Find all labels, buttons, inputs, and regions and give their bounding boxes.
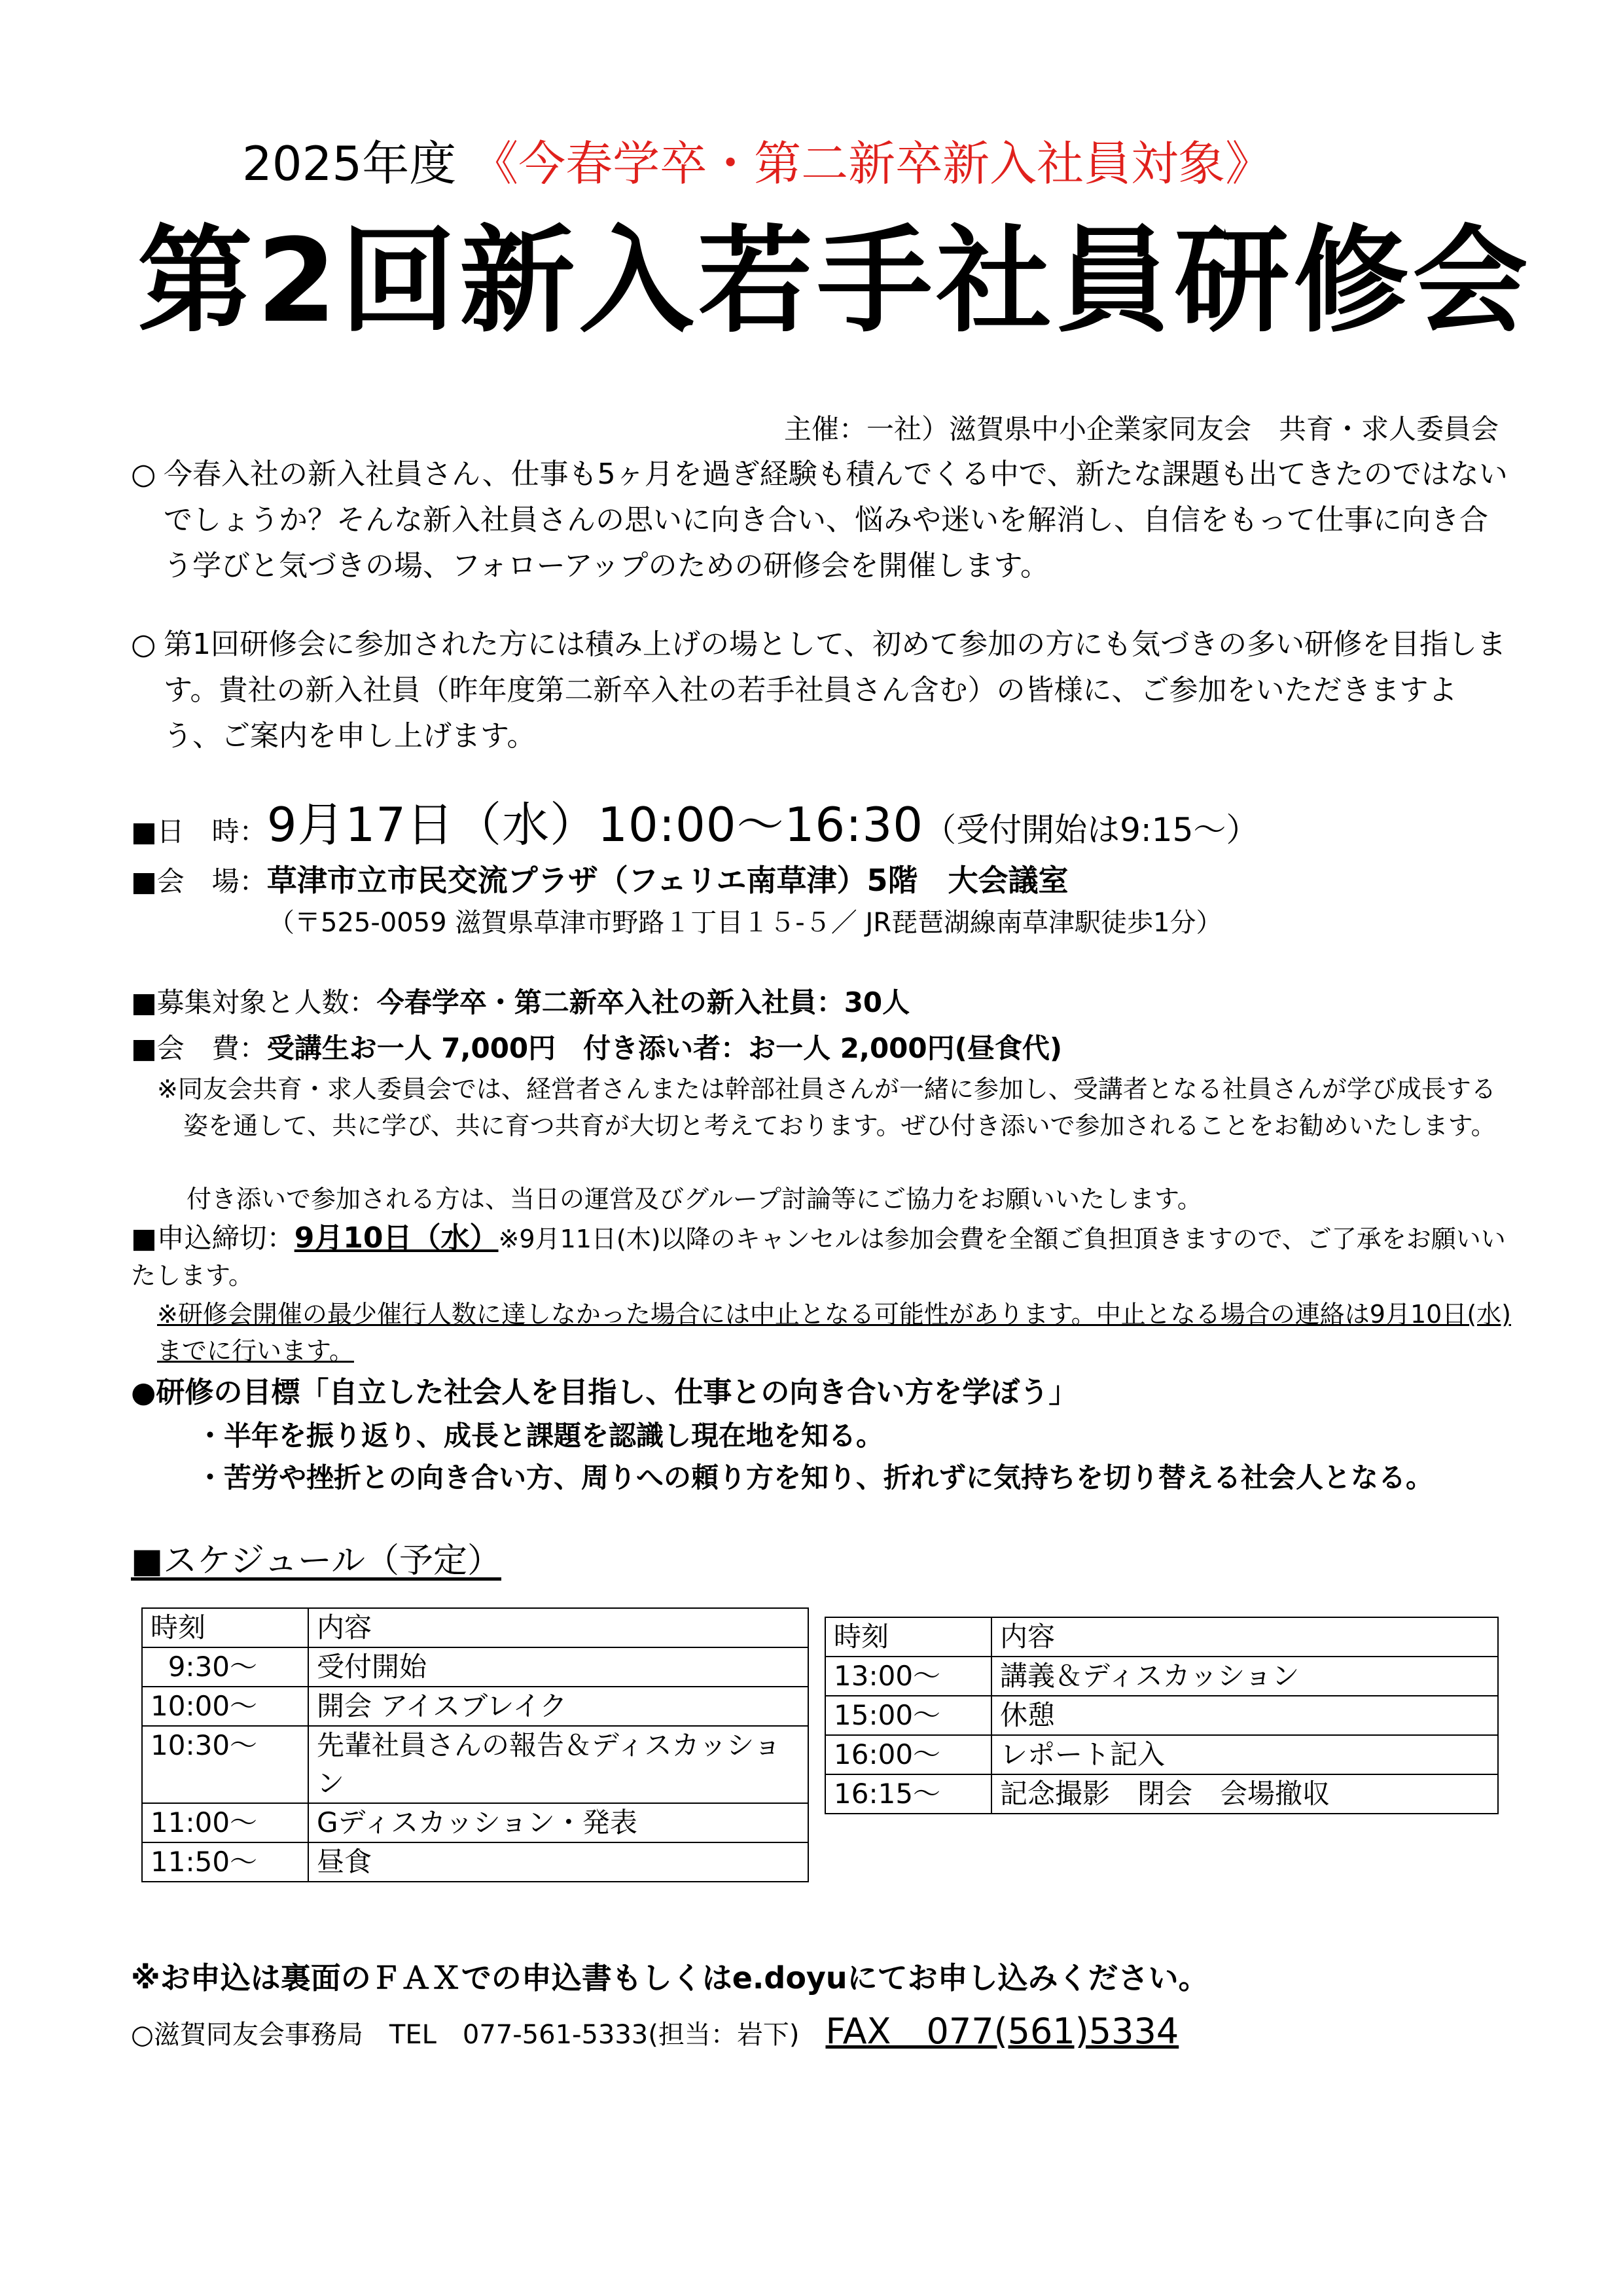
fee-note: ※同友会共育・求人委員会では、経営者さんまたは幹部社員さんが一緒に参加し、受講者となる社員さんが学び成長する姿を通して、共に学び、共に育つ共育が大切と考えております。ぜひ付き添いで参加されることをお勧めいたします。 xyxy=(157,1075,1496,1140)
year-label: 2025年度 xyxy=(242,136,457,191)
header-time: 時刻 xyxy=(142,1608,308,1647)
table-row xyxy=(825,1696,1498,1735)
content-cell: Gディスカッション・発表 xyxy=(308,1803,808,1842)
goal-item-2: ・苦労や挫折との向き合い方、周りへの頼り方を知り、折れずに気持ちを切り替える社会人となる。 xyxy=(196,1462,1434,1494)
table-row xyxy=(142,1726,808,1803)
fee-row xyxy=(131,1028,1062,1075)
content-cell: レポート記入 xyxy=(991,1735,1498,1774)
content-cell: 昼食 xyxy=(308,1842,808,1882)
table-row xyxy=(142,1647,808,1687)
circle-mark: ○ xyxy=(131,457,156,491)
fee-value: 受講生お一人 7,000円 付き添い者：お一人 2,000円(昼食代) xyxy=(266,1032,1063,1064)
time-cell: 15:00〜 xyxy=(825,1696,991,1735)
date-label: ■日 時： xyxy=(131,816,267,848)
deadline-row xyxy=(131,1220,1512,1294)
recruit-label: ■募集対象と人数： xyxy=(131,986,377,1018)
header-content: 内容 xyxy=(308,1608,808,1647)
recruit-row xyxy=(131,982,910,1030)
time-cell: 16:15〜 xyxy=(825,1774,991,1814)
intro-text-1: 今春入社の新入社員さん、仕事も5ヶ月を過ぎ経験も積んでくる中で、新たな課題も出てきたのではないでしょうか？そんな新入社員さんの思いに向き合い、悩みや迷いを解消し、自信をもって仕事に向き合う学びと気づきの場、フォローアップのための研修会を開催します。 xyxy=(164,457,1508,583)
time-cell: 10:00〜 xyxy=(142,1687,308,1726)
content-cell: 記念撮影 閉会 会場撤収 xyxy=(991,1774,1498,1814)
fee-note-2: 付き添いで参加される方は、当日の運営及びグループ討論等にご協力をお願いいたします。 xyxy=(187,1185,1202,1213)
cancel-note: ※研修会開催の最少催行人数に達しなかった場合には中止となる可能性があります。中止となる場合の連絡は9月10日(水)までに行います。 xyxy=(157,1300,1511,1365)
deadline-label: ■申込締切： xyxy=(131,1222,294,1254)
subtitle xyxy=(242,134,1272,193)
content-cell: 先輩社員さんの報告＆ディスカッション xyxy=(308,1726,808,1803)
table-row xyxy=(142,1803,808,1842)
apply-note: ※お申込は裏面のＦＡＸでの申込書もしくはe.doyuにてお申し込みください。 xyxy=(131,1960,1209,1996)
table-row xyxy=(825,1657,1498,1696)
time-cell: 16:00〜 xyxy=(825,1735,991,1774)
venue-row xyxy=(131,857,1068,910)
header-content: 内容 xyxy=(991,1617,1498,1657)
table-row xyxy=(825,1735,1498,1774)
table-row xyxy=(142,1687,808,1726)
organizer: 主催：一社）滋賀県中小企業家同友会 共育・求人委員会 xyxy=(783,413,1499,445)
content-cell: 休憩 xyxy=(991,1696,1498,1735)
date-value: 9月17日（水）10:00〜16:30 xyxy=(266,797,924,852)
target-label: 《今春学卒・第二新卒新入社員対象》 xyxy=(471,136,1273,191)
time-cell: 10:30〜 xyxy=(142,1726,308,1803)
office-contact xyxy=(131,2011,1179,2056)
time-cell: 9:30〜 xyxy=(142,1647,308,1687)
deadline-note: ※9月11日(木)以降のキャンセルは参加会費を全額ご負担頂きますので、ご了承をお願いいたします。 xyxy=(131,1225,1506,1290)
time-cell: 13:00〜 xyxy=(825,1657,991,1696)
time-cell: 11:50〜 xyxy=(142,1842,308,1882)
fee-label: ■会 費： xyxy=(131,1032,267,1064)
schedule-table-afternoon xyxy=(825,1617,1499,1814)
table-header-row xyxy=(825,1617,1498,1657)
recruit-value: 今春学卒・第二新卒入社の新入社員：30人 xyxy=(376,986,910,1018)
page-title: 第2回新入若手社員研修会 xyxy=(137,214,1532,348)
office-tel: ○滋賀同友会事務局 TEL 077-561-5333(担当：岩下) xyxy=(131,2020,800,2050)
time-cell: 11:00〜 xyxy=(142,1803,308,1842)
schedule-title: ■スケジュール（予定） xyxy=(131,1541,502,1581)
venue-label: ■会 場： xyxy=(131,865,267,897)
goals-title: ●研修の目標「自立した社会人を目指し、仕事との向き合い方を学ぼう」 xyxy=(131,1376,1078,1409)
date-row xyxy=(131,795,1258,867)
deadline-value: 9月10日（水） xyxy=(294,1221,499,1255)
table-row xyxy=(825,1774,1498,1814)
circle-mark: ○ xyxy=(131,628,156,661)
venue-address: （〒525-0059 滋賀県草津市野路１丁目１５-５／ JR琵琶湖線南草津駅徒歩1分） xyxy=(268,908,1222,938)
intro-paragraph-1 xyxy=(131,452,1512,589)
content-cell: 受付開始 xyxy=(308,1647,808,1687)
venue-value: 草津市立市民交流プラザ（フェリエ南草津）5階 大会議室 xyxy=(266,863,1069,898)
table-row xyxy=(142,1842,808,1882)
table-header-row xyxy=(142,1608,808,1647)
header-time: 時刻 xyxy=(825,1617,991,1657)
date-note: （受付開始は9:15〜） xyxy=(923,811,1259,849)
intro-paragraph-2 xyxy=(131,622,1512,759)
schedule-table-morning xyxy=(141,1607,809,1882)
fax-number: FAX 077(561)5334 xyxy=(825,2011,1179,2052)
content-cell: 講義＆ディスカッション xyxy=(991,1657,1498,1696)
intro-text-2: 第1回研修会に参加された方には積み上げの場として、初めて参加の方にも気づきの多い研修を目指します。貴社の新入社員（昨年度第二新卒入社の若手社員さん含む）の皆様に、ご参加をいただきますよう、ご案内を申し上げます。 xyxy=(164,628,1507,753)
content-cell: 開会 アイスブレイク xyxy=(308,1687,808,1726)
goal-item-1: ・半年を振り返り、成長と課題を認識し現在地を知る。 xyxy=(196,1420,884,1452)
